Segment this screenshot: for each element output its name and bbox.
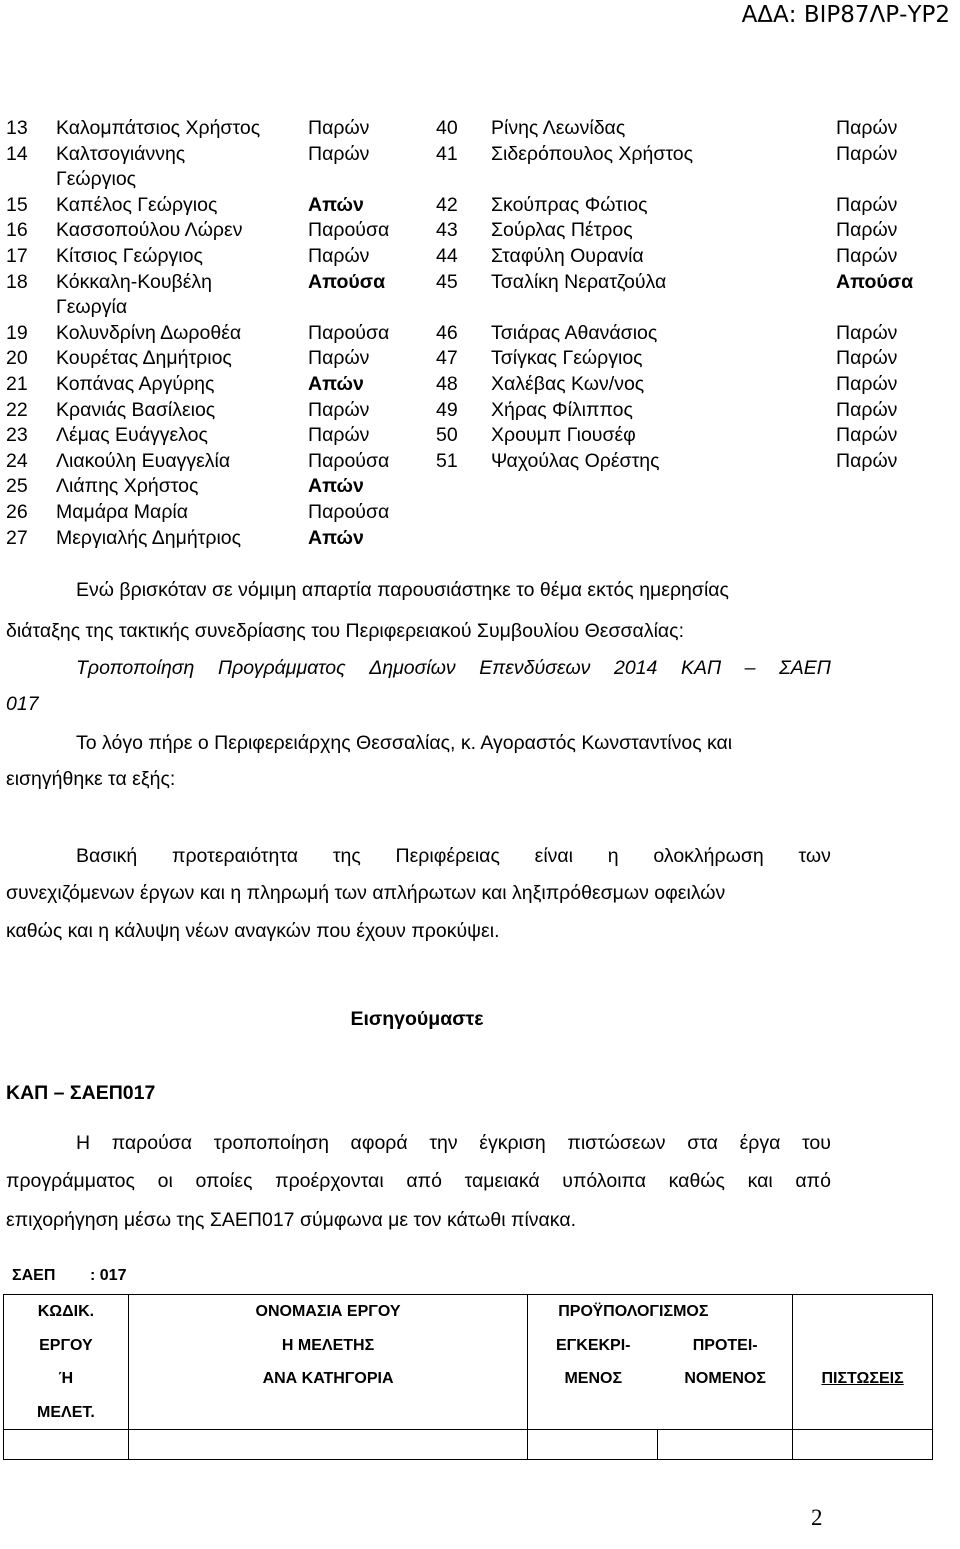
member-status: Παρών — [836, 398, 898, 421]
attendance-row — [0, 501, 960, 527]
member-number: 24 — [6, 449, 28, 472]
member-name: Ψαχούλας Ορέστης — [491, 449, 660, 472]
paragraph-amendment-line3: επιχορήγηση μέσω της ΣΑΕΠ017 σύμφωνα με τον κάτωθι πίνακα. — [6, 1209, 577, 1231]
member-name: Λέμας Ευάγγελος — [56, 424, 208, 447]
member-status: Παρών — [836, 193, 898, 216]
member-number: 25 — [6, 475, 28, 498]
paragraph-word: ταμειακά — [464, 1170, 540, 1192]
header-approved — [528, 1329, 658, 1428]
attendance-row — [0, 399, 960, 425]
header-approved-line2: ΜΕΝΟΣ — [564, 1370, 623, 1387]
member-name: Μεργιαλής Δημήτριος — [56, 526, 242, 549]
member-status: Παρούσα — [308, 449, 390, 472]
member-status: Απών — [308, 526, 364, 549]
paragraph-amendment-line2 — [6, 1170, 831, 1193]
member-name: Σταφύλη Ουρανία — [491, 245, 644, 267]
member-name: Καπέλος Γεώργιος — [56, 193, 218, 216]
paragraph-word: η — [607, 845, 619, 867]
member-name: Τσιάρας Αθανάσιος — [491, 321, 658, 344]
heading-kap: ΚΑΠ – ΣΑΕΠ017 — [6, 1082, 156, 1104]
member-status: Απών — [308, 373, 364, 395]
member-status: Παρών — [836, 245, 898, 267]
paragraph-word: οποίες — [195, 1170, 253, 1192]
paragraph-intro-line2: διάταξης της τακτικής συνεδρίασης του Περιφερειακού Συμβουλίου Θεσσαλίας: — [6, 620, 684, 642]
attendance-row — [0, 527, 960, 553]
member-number: 45 — [436, 270, 458, 293]
subject-word: Δημοσίων — [369, 657, 456, 679]
paragraph-word: της — [332, 845, 361, 867]
paragraph-intro-line1: Ενώ βρισκόταν σε νόμιμη απαρτία παρουσιάστηκε το θέμα εκτός ημερησίας — [76, 579, 729, 601]
member-number: 19 — [6, 321, 28, 344]
member-number: 48 — [436, 373, 458, 395]
member-number: 51 — [436, 449, 458, 472]
attendance-row — [0, 296, 960, 322]
member-status: Παρών — [836, 449, 898, 472]
header-code-line4: ΜΕΛΕΤ. — [37, 1403, 95, 1421]
header-code-line1: ΚΩΔΙΚ. — [37, 1303, 95, 1320]
header-name — [128, 1295, 527, 1430]
paragraph-word: από — [795, 1170, 831, 1192]
member-number: 40 — [436, 117, 458, 139]
member-name: Γεωργία — [56, 296, 128, 319]
header-budget-label: ΠΡΟΫΠΟΛΟΓΙΣΜΟΣ — [558, 1303, 709, 1320]
member-number: 13 — [6, 117, 28, 139]
attendance-row — [0, 245, 960, 271]
member-status: Παρών — [836, 117, 898, 139]
member-name: Καλτσογιάννης — [56, 142, 186, 165]
paragraph-word: του — [802, 1132, 831, 1154]
member-number: 21 — [6, 373, 28, 395]
member-status: Παρών — [836, 424, 898, 447]
subject-line — [76, 657, 831, 680]
header-code-line3: Ή — [58, 1370, 74, 1387]
paragraph-word: προέρχονται — [275, 1170, 384, 1192]
subject-word: – — [744, 657, 756, 679]
attendance-row — [0, 194, 960, 220]
member-name: Χήρας Φίλιππος — [491, 398, 633, 421]
subject-word: ΣΑΕΠ — [779, 657, 831, 679]
member-status: Απών — [308, 475, 364, 498]
attendance-row — [0, 219, 960, 245]
header-proposed-line1: ΠΡΟΤΕΙ- — [692, 1336, 758, 1354]
member-name: Καλομπάτσιος Χρήστος — [56, 117, 261, 139]
member-status: Απούσα — [308, 270, 386, 293]
member-name: Λιακούλη Ευαγγελία — [56, 449, 231, 472]
subject-line2: 017 — [6, 693, 39, 715]
paragraph-word: προτεραιότητα — [172, 845, 299, 867]
attendance-row — [0, 450, 960, 476]
member-number: 14 — [6, 142, 28, 165]
member-number: 15 — [6, 193, 28, 216]
paragraph-word: έργα — [739, 1132, 781, 1154]
paragraph-amendment-line1 — [76, 1132, 831, 1155]
member-status: Παρών — [836, 142, 898, 165]
header-proposed — [658, 1329, 792, 1428]
member-number: 42 — [436, 193, 458, 216]
member-number: 22 — [6, 398, 28, 421]
member-status: Απούσα — [836, 270, 914, 293]
member-number: 23 — [6, 424, 28, 447]
subject-word: Επενδύσεων — [479, 657, 591, 679]
subject-word: 2014 — [614, 657, 658, 679]
member-status: Παρών — [836, 321, 898, 344]
ada-code: ΑΔΑ: ΒΙΡ87ΛΡ-ΥΡ2 — [741, 2, 950, 28]
member-status: Παρών — [308, 347, 370, 370]
attendance-row — [0, 168, 960, 194]
member-number: 49 — [436, 398, 458, 421]
paragraph-speaker-line2: εισηγήθηκε τα εξής: — [6, 768, 176, 790]
paragraph-priority-line1 — [76, 845, 831, 868]
paragraph-priority-line3: καθώς και η κάλυψη νέων αναγκών που έχουν προκύψει. — [6, 920, 500, 942]
member-name: Σούρλας Πέτρος — [491, 219, 633, 242]
member-number: 47 — [436, 347, 458, 370]
paragraph-word: οι — [157, 1170, 173, 1192]
member-status: Παρών — [308, 398, 370, 421]
member-status: Παρούσα — [308, 321, 390, 344]
paragraph-word: παρούσα — [111, 1132, 193, 1154]
member-number: 46 — [436, 321, 458, 344]
paragraph-word: προγράμματος — [6, 1170, 135, 1192]
paragraph-word: την — [429, 1132, 458, 1154]
table-caption-label: ΣΑΕΠ — [12, 1267, 56, 1284]
header-name-line1: ΟΝΟΜΑΣΙΑ ΕΡΓΟΥ — [255, 1303, 401, 1320]
member-status: Παρούσα — [308, 501, 390, 523]
subject-word: Προγράμματος — [217, 657, 346, 679]
member-number: 44 — [436, 245, 458, 267]
subject-word: ΚΑΠ — [680, 657, 722, 679]
member-number: 16 — [6, 219, 28, 242]
member-status: Παρούσα — [308, 219, 390, 242]
member-name: Κουρέτας Δημήτριος — [56, 347, 232, 370]
paragraph-word: τροποποίηση — [213, 1132, 329, 1154]
member-status: Απών — [308, 193, 364, 216]
paragraph-priority-line2: συνεχιζόμενων έργων και η πληρωμή των απλήρωτων και ληξιπρόθεσμων οφειλών — [6, 882, 726, 904]
paragraph-word: από — [406, 1170, 442, 1192]
member-status: Παρών — [308, 245, 370, 267]
member-number: 18 — [6, 270, 28, 293]
header-budget — [528, 1295, 793, 1430]
paragraph-word: είναι — [534, 845, 574, 867]
header-name-line3: ΑΝΑ ΚΑΤΗΓΟΡΙΑ — [262, 1370, 394, 1387]
member-name: Ρίνης Λεωνίδας — [491, 117, 626, 139]
member-number: 50 — [436, 424, 458, 447]
member-name: Κολυνδρίνη Δωροθέα — [56, 321, 242, 344]
paragraph-word: έγκριση — [479, 1132, 546, 1154]
table-empty-row — [4, 1430, 933, 1460]
table-header-row — [4, 1295, 933, 1430]
attendance-row — [0, 347, 960, 373]
member-name: Τσίγκας Γεώργιος — [491, 347, 643, 370]
attendance-row — [0, 271, 960, 297]
subject-word: Τροποποίηση — [76, 657, 195, 679]
attendance-row — [0, 143, 960, 169]
member-name: Μαμάρα Μαρία — [56, 501, 189, 523]
member-status: Παρών — [836, 347, 898, 370]
header-code — [4, 1295, 129, 1430]
header-name-line2: Η ΜΕΛΕΤΗΣ — [281, 1336, 375, 1354]
attendance-row — [0, 117, 960, 143]
member-name: Γεώργιος — [56, 168, 137, 191]
attendance-row — [0, 424, 960, 450]
member-status: Παρών — [308, 117, 370, 139]
paragraph-word: Η — [76, 1132, 91, 1154]
member-name: Σκούπρας Φώτιος — [491, 193, 648, 216]
header-proposed-line2: ΝΟΜΕΝΟΣ — [684, 1370, 766, 1387]
heading-proposal: Εισηγούμαστε — [350, 1008, 484, 1030]
page-number: 2 — [811, 1505, 823, 1530]
member-number: 27 — [6, 526, 28, 549]
member-name: Τσαλίκη Νερατζούλα — [491, 270, 667, 293]
paragraph-word: πιστώσεων — [567, 1132, 666, 1154]
attendance-row — [0, 373, 960, 399]
paragraph-word: ολοκλήρωση — [653, 845, 764, 867]
member-name: Σιδερόπουλος Χρήστος — [491, 142, 694, 165]
table-caption-value: : 017 — [90, 1267, 127, 1284]
member-name: Λιάπης Χρήστος — [56, 475, 199, 498]
paragraph-word: υπόλοιπα — [562, 1170, 646, 1192]
member-name: Κρανιάς Βασίλειος — [56, 398, 216, 421]
member-number: 17 — [6, 245, 28, 267]
attendance-row — [0, 475, 960, 501]
header-credits — [793, 1295, 933, 1430]
member-number: 43 — [436, 219, 458, 242]
projects-table — [3, 1294, 933, 1460]
member-name: Χρουμπ Γιουσέφ — [491, 424, 636, 447]
header-credits-label: ΠΙΣΤΩΣΕΙΣ — [821, 1370, 904, 1387]
member-status: Παρών — [308, 142, 370, 165]
member-name: Κοπάνας Αργύρης — [56, 373, 215, 395]
member-name: Κασσοπούλου Λώρεν — [56, 219, 243, 242]
paragraph-word: και — [747, 1170, 773, 1192]
header-code-line2: ΕΡΓΟΥ — [39, 1336, 93, 1354]
paragraph-word: των — [798, 845, 831, 867]
member-number: 41 — [436, 142, 458, 165]
paragraph-speaker-line1: Το λόγο πήρε ο Περιφερειάρχης Θεσσαλίας, κ. Αγοραστός Κωνσταντίνος και — [76, 732, 733, 754]
member-name: Χαλέβας Κων/νος — [491, 373, 645, 395]
member-name: Κόκκαλη-Κουβέλη — [56, 270, 213, 293]
paragraph-word: Βασική — [76, 845, 138, 867]
member-name: Κίτσιος Γεώργιος — [56, 245, 203, 267]
member-status: Παρών — [836, 373, 898, 395]
member-number: 20 — [6, 347, 28, 370]
member-number: 26 — [6, 501, 28, 523]
header-approved-line1: ΕΓΚΕΚΡΙ- — [555, 1336, 631, 1354]
paragraph-word: καθώς — [668, 1170, 725, 1192]
attendance-row — [0, 322, 960, 348]
paragraph-word: Περιφέρειας — [395, 845, 500, 867]
member-status: Παρών — [836, 219, 898, 242]
paragraph-word: αφορά — [350, 1132, 408, 1154]
paragraph-word: στα — [687, 1132, 718, 1154]
member-status: Παρών — [308, 424, 370, 447]
